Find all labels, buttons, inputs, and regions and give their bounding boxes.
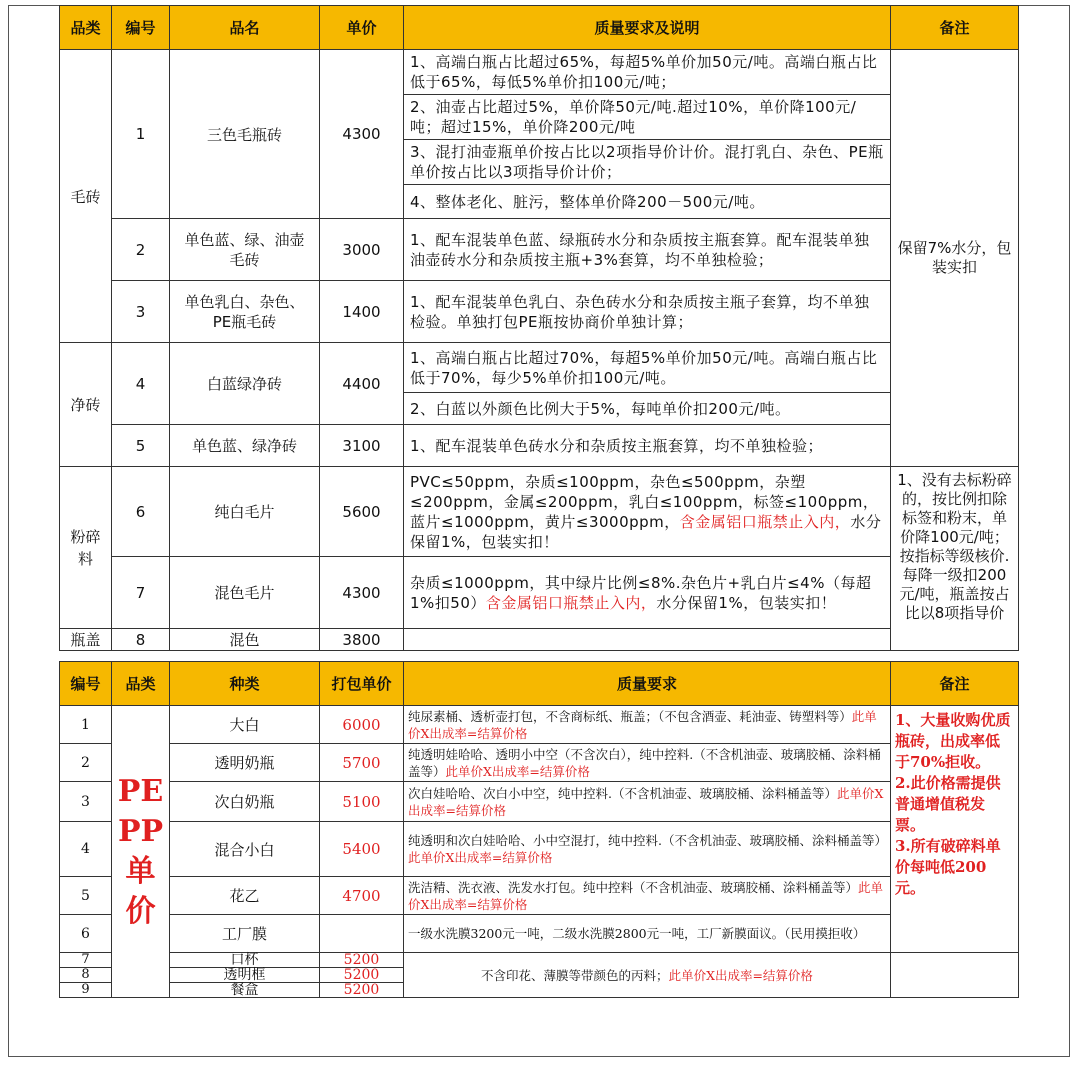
settlement-formula: 此单价X出成率=结算价格: [668, 967, 813, 983]
header-quality: 质量要求及说明: [404, 6, 891, 50]
row-number: 4: [112, 343, 170, 425]
kind-name: 透明奶瓶: [170, 744, 320, 782]
table-header: [60, 6, 1019, 50]
quality-text-merged: [404, 953, 891, 998]
header-name: 品名: [170, 6, 320, 50]
unit-price: 3100: [320, 425, 404, 467]
unit-price: 5600: [320, 467, 404, 557]
price-table-pe-pp: [59, 661, 1019, 998]
category-line: PP: [117, 813, 164, 849]
row-number: 2: [60, 744, 112, 782]
pack-price: 5200: [320, 968, 404, 983]
kind-name: 大白: [170, 706, 320, 744]
product-name: 混色: [170, 629, 320, 651]
table-header: [60, 662, 1019, 706]
pack-price: 5100: [320, 782, 404, 822]
category-pinggai: 瓶盖: [60, 629, 112, 651]
row-number: 9: [60, 983, 112, 998]
quality-text: 1、高端白瓶占比超过70%，每超5%单价加50元/吨。高端白瓶占比低于70%，每少5%单价扣100元/吨。: [404, 343, 891, 393]
settlement-formula: 此单价X出成率=结算价格: [408, 850, 553, 865]
category-jingzhuan: 净砖: [60, 343, 112, 467]
table-row: [60, 822, 1019, 877]
settlement-formula: 此单价X出成率=结算价格: [408, 785, 884, 818]
remark-crushed: 1、没有去标粉碎的，按比例扣除标签和粉末，单价降100元/吨；按指标等级核价.每降一级扣200元/吨，瓶盖按占比以8项指导价: [891, 467, 1019, 651]
warning-text: 含金属铝口瓶禁止入内，: [485, 593, 657, 612]
row-number: 6: [112, 467, 170, 557]
header-price: 单价: [320, 6, 404, 50]
header-category: 品类: [60, 6, 112, 50]
row-number: 3: [112, 281, 170, 343]
spec-text: PVC≤50ppm，杂质≤100ppm，杂色≤500ppm，杂塑≤200ppm，金属≤200ppm，乳白≤100ppm，标签≤100ppm，蓝片≤1000ppm，黄片≤3000ppm，: [410, 472, 879, 531]
unit-price: 4400: [320, 343, 404, 425]
table-row: [60, 953, 1019, 968]
category-fensui: 粉碎料: [60, 467, 112, 629]
kind-name: 透明框: [170, 968, 320, 983]
category-line: PE: [117, 773, 164, 809]
row-number: 7: [112, 557, 170, 629]
unit-price: 4300: [320, 50, 404, 219]
price-table-bottles: [59, 5, 1019, 651]
pack-price: 5200: [320, 983, 404, 998]
quality-text: 2、白蓝以外颜色比例大于5%，每吨单价扣200元/吨。: [404, 393, 891, 425]
row-number: 1: [60, 706, 112, 744]
note-line: 2.此价格需提供普通增值税发票。: [895, 774, 1001, 834]
table-row: [60, 467, 1019, 557]
product-name: 单色蓝、绿、油壶毛砖: [170, 219, 320, 281]
settlement-formula: 此单价X出成率=结算价格: [445, 763, 590, 779]
table-row: [60, 877, 1019, 915]
spec-text: 纯尿素桶、透析壶打包，不含商标纸、瓶盖；（不包含酒壶、耗油壶、铸塑料等）: [408, 708, 852, 724]
quality-text-empty: [404, 629, 891, 651]
row-number: 5: [60, 877, 112, 915]
quality-text: 4、整体老化、脏污，整体单价降200－500元/吨。: [404, 185, 891, 219]
product-name: 纯白毛片: [170, 467, 320, 557]
quality-text: [404, 877, 891, 915]
unit-price: 1400: [320, 281, 404, 343]
row-number: 4: [60, 822, 112, 877]
quality-text: 1、配车混装单色蓝、绿瓶砖水分和杂质按主瓶套算。配车混装单独油壶砖水分和杂质按主瓶+3%套算，均不单独检验；: [404, 219, 891, 281]
remark-notes: [891, 706, 1019, 953]
unit-price: 3000: [320, 219, 404, 281]
header-number: 编号: [112, 6, 170, 50]
pack-price-empty: [320, 915, 404, 953]
table-row: [60, 219, 1019, 281]
quality-text: [404, 782, 891, 822]
product-name: 混色毛片: [170, 557, 320, 629]
quality-text: [404, 822, 891, 877]
header-kind: 种类: [170, 662, 320, 706]
pack-price: 6000: [320, 706, 404, 744]
quality-text: [404, 744, 891, 782]
quality-text: 1、配车混装单色乳白、杂色砖水分和杂质按主瓶子套算，均不单独检验。单独打包PE瓶按协商价单独计算；: [404, 281, 891, 343]
row-number: 2: [112, 219, 170, 281]
kind-name: 工厂膜: [170, 915, 320, 953]
header-pack-price: 打包单价: [320, 662, 404, 706]
product-name: 白蓝绿净砖: [170, 343, 320, 425]
kind-name: 花乙: [170, 877, 320, 915]
header-remark: 备注: [891, 6, 1019, 50]
table-row: [60, 629, 1019, 651]
product-name: 单色蓝、绿净砖: [170, 425, 320, 467]
row-number: 8: [60, 968, 112, 983]
kind-name: 次白奶瓶: [170, 782, 320, 822]
table-row: [60, 915, 1019, 953]
table-row: [60, 557, 1019, 629]
remark-moisture: 保留7%水分，包装实扣: [891, 50, 1019, 467]
category-line: 单: [125, 853, 156, 889]
note-line: 1、大量收购优质瓶砖，出成率低于70%拒收。: [895, 711, 1011, 771]
quality-text: [404, 467, 891, 557]
table-row: [60, 782, 1019, 822]
spec-text: 水分保留1%，包装实扣！: [656, 593, 837, 612]
quality-text: 一级水洗膜3200元一吨，二级水洗膜2800元一吨，工厂新膜面议。（民用摸拒收）: [404, 915, 891, 953]
remark-empty: [891, 953, 1019, 998]
table-row: [60, 425, 1019, 467]
product-name: 三色毛瓶砖: [170, 50, 320, 219]
kind-name: 餐盒: [170, 983, 320, 998]
quality-text: 1、配车混装单色砖水分和杂质按主瓶套算，均不单独检验；: [404, 425, 891, 467]
pack-price: 5200: [320, 953, 404, 968]
table-row: [60, 706, 1019, 744]
pack-price: 5400: [320, 822, 404, 877]
row-number: 8: [112, 629, 170, 651]
spec-text: 纯透明和次白娃哈哈、小中空混打，纯中控料.（不含机油壶、玻璃胶桶、涂料桶盖等）: [408, 833, 887, 848]
row-number: 6: [60, 915, 112, 953]
unit-price: 3800: [320, 629, 404, 651]
category-line: 价: [125, 893, 156, 929]
kind-name: 混合小白: [170, 822, 320, 877]
header-remark: 备注: [891, 662, 1019, 706]
pack-price: 4700: [320, 877, 404, 915]
settlement-formula: 此单价X出成率=结算价格: [408, 879, 884, 912]
category-maozhuan: 毛砖: [60, 50, 112, 343]
header-quality: 质量要求: [404, 662, 891, 706]
row-number: 1: [112, 50, 170, 219]
table-row: [60, 281, 1019, 343]
header-category: 品类: [112, 662, 170, 706]
pack-price: 5700: [320, 744, 404, 782]
note-line: 3.所有破碎料单价每吨低200元。: [895, 837, 1001, 897]
spec-text: 不含印花、薄膜等带颜色的丙料；: [481, 967, 669, 983]
settlement-formula: 此单价X出成率=结算价格: [408, 708, 877, 741]
quality-text: 3、混打油壶瓶单价按占比以2项指导价计价。混打乳白、杂色、PE瓶单价按占比以3项指导价计价；: [404, 140, 891, 185]
quality-text: [404, 706, 891, 744]
row-number: 3: [60, 782, 112, 822]
kind-name: 口杯: [170, 953, 320, 968]
spec-text: 洗洁精、洗衣液、洗发水打包。纯中控料（不含机油壶、玻璃胶桶、涂料桶盖等）: [408, 879, 859, 895]
row-number: 5: [112, 425, 170, 467]
spec-text: 杂质≤1000ppm，其中绿片比例≤8%.杂色片+乳白片≤4%（每超1%扣50）: [410, 573, 872, 612]
row-number: 7: [60, 953, 112, 968]
quality-text: 1、高端白瓶占比超过65%，每超5%单价加50元/吨。高端白瓶占比低于65%，每低5%单价扣100元/吨；: [404, 50, 891, 95]
warning-text: 含金属铝口瓶禁止入内，: [679, 512, 851, 531]
table-row: [60, 744, 1019, 782]
quality-text: [404, 557, 891, 629]
product-name: 单色乳白、杂色、PE瓶毛砖: [170, 281, 320, 343]
spec-text: 纯透明娃哈哈、透明小中空（不含次白），纯中控料.（不含机油壶、玻璃胶桶、涂料桶盖等）: [408, 746, 881, 779]
unit-price: 4300: [320, 557, 404, 629]
category-pe-pp: [112, 706, 170, 998]
header-number: 编号: [60, 662, 112, 706]
table-row: [60, 50, 1019, 95]
spec-text: 水分保留1%，包装实扣！: [410, 512, 882, 551]
quality-text: 2、油壶占比超过5%，单价降50元/吨.超过10%，单价降100元/吨；超过15%，单价降200元/吨: [404, 95, 891, 140]
spec-text: 次白娃哈哈、次白小中空，纯中控料.（不含机油壶、玻璃胶桶、涂料桶盖等）: [408, 785, 837, 801]
table-row: [60, 343, 1019, 393]
